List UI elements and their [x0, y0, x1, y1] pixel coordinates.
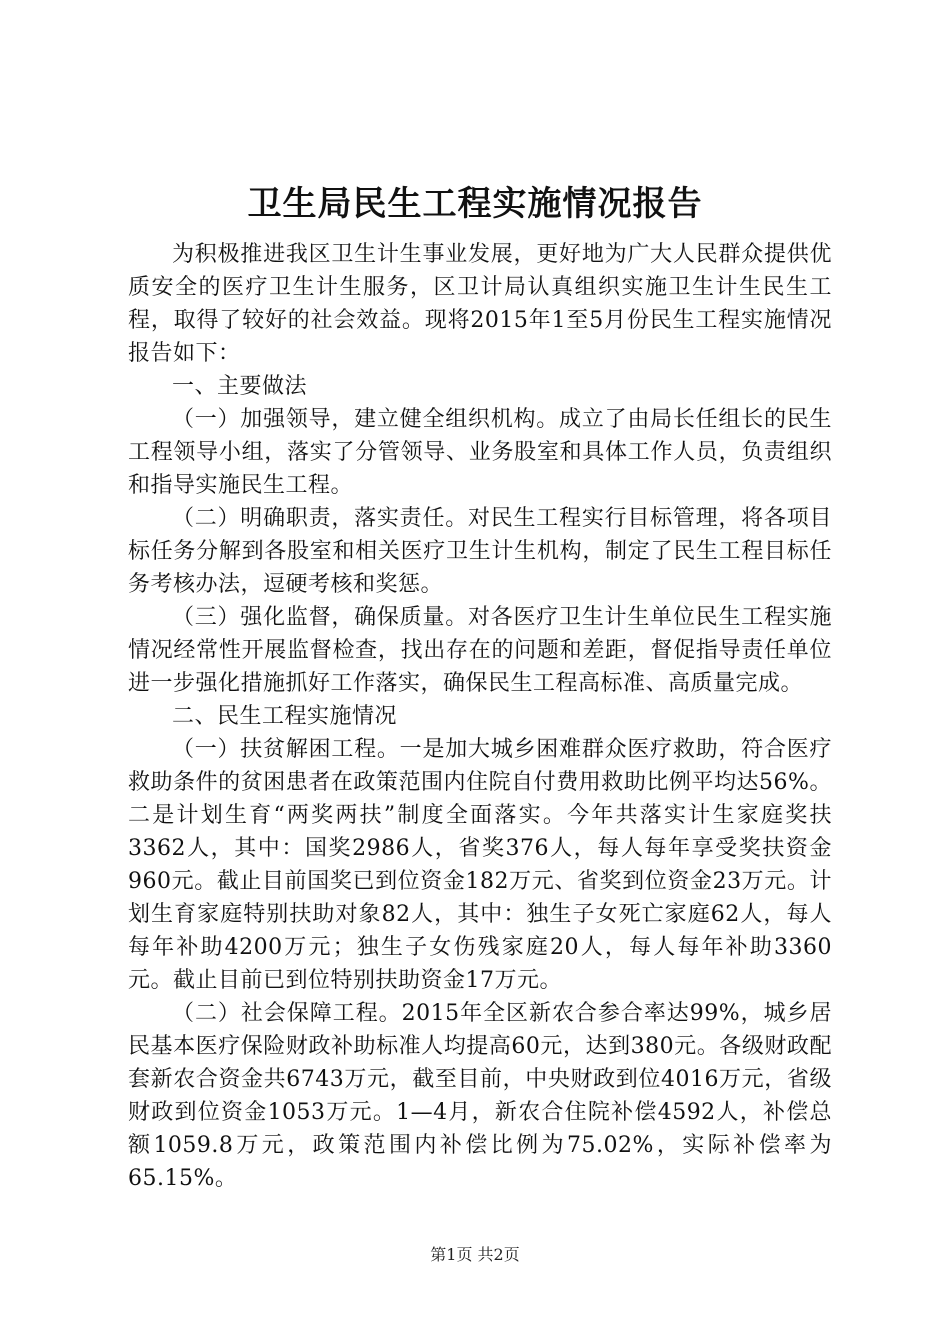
page-footer: 第1页 共2页 [430, 1245, 520, 1264]
document-title: 卫生局民生工程实施情况报告 [247, 184, 703, 224]
paragraph-supervision: （三）强化监督，确保质量。对各医疗卫生计生单位民生工程实施情况经常性开展监督检查，找出存在的问题和差距，督促指导责任单位进一步强化措施抓好工作落实，确保民生工程高标准、高质量完成。 [128, 605, 832, 696]
paragraph-responsibility: （二）明确职责，落实责任。对民生工程实行目标管理，将各项目标任务分解到各股室和相关医疗卫生计生机构，制定了民生工程目标任务考核办法，逗硬考核和奖惩。 [128, 506, 832, 597]
intro-paragraph: 为积极推进我区卫生计生事业发展，更好地为广大人民群众提供优质安全的医疗卫生计生服务，区卫计局认真组织实施卫生计生民生工程，取得了较好的社会效益。现将2015年1至5月份民生工程实施情况报告如下： [128, 242, 832, 366]
paragraph-social-security: （二）社会保障工程。2015年全区新农合参合率达99%，城乡居民基本医疗保险财政补助标准人均提高60元，达到380元。各级财政配套新农合资金共6743万元，截至目前，中央财政到位4016万元，省级财政到位资金1053万元。1—4月，新农合住院补偿4592人，补偿总额1059.8万元，政策范围内补偿比例为75.02%，实际补偿率为65.15%。 [128, 1001, 832, 1191]
paragraph-poverty-relief: （一）扶贫解困工程。一是加大城乡困难群众医疗救助，符合医疗救助条件的贫困患者在政策范围内住院自付费用救助比例平均达56%。二是计划生育“两奖两扶”制度全面落实。今年共落实计生家庭奖扶3362人，其中：国奖2986人，省奖376人，每人每年享受奖扶资金960元。截止目前国奖已到位资金182万元、省奖到位资金23万元。计划生育家庭特别扶助对象82人，其中：独生子女死亡家庭62人，每人每年补助4200万元；独生子女伤残家庭20人，每人每年补助3360元。截止目前已到位特别扶助资金17万元。 [128, 737, 832, 993]
section-heading-implementation: 二、民生工程实施情况 [172, 704, 398, 729]
document-body [128, 238, 832, 1195]
paragraph-leadership: （一）加强领导，建立健全组织机构。成立了由局长任组长的民生工程领导小组，落实了分管领导、业务股室和具体工作人员，负责组织和指导实施民生工程。 [128, 407, 832, 498]
section-heading-main-practices: 一、主要做法 [172, 374, 308, 399]
